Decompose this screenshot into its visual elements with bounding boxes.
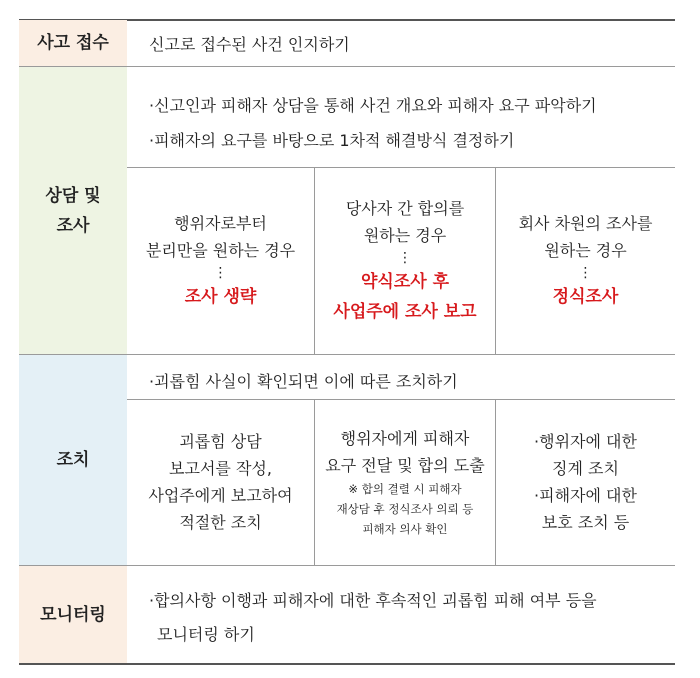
case-result-line1: 약식조사 후	[360, 271, 450, 292]
action-text-line: 징계 조치	[552, 459, 619, 478]
action-note-line: 재상담 후 정식조사 의뢰 등	[336, 502, 474, 516]
row-body-monitoring	[127, 566, 675, 663]
action-bullet: ·괴롭힘 사실이 확인되면 이에 따른 조치하기	[149, 372, 458, 391]
action-text-line: 사업주에게 보고하여	[148, 486, 293, 505]
divider	[495, 399, 496, 565]
consult-bullet-2: ·피해자의 요구를 바탕으로 1차적 해결방식 결정하기	[149, 131, 515, 150]
case-condition-line2: 원하는 경우	[363, 225, 447, 245]
vertical-ellipsis-icon: ⋮	[213, 264, 228, 281]
row-header-consult-line2: 조사	[56, 215, 90, 236]
row-action	[19, 355, 675, 565]
row-header-consult	[19, 67, 127, 354]
row-header-action	[19, 355, 127, 565]
case-condition-line1: 회사 차원의 조사를	[518, 213, 653, 233]
divider	[314, 167, 315, 354]
intake-text: 신고로 접수된 사건 인지하기	[149, 35, 350, 54]
consult-case-agreement	[315, 167, 495, 354]
row-body-action	[127, 355, 675, 565]
action-text-line: 행위자에게 피해자	[340, 429, 470, 448]
divider	[314, 399, 315, 565]
divider	[495, 167, 496, 354]
action-text-line: 괴롭힘 상담	[179, 432, 262, 451]
row-header-monitoring	[19, 566, 127, 663]
consult-bullet-1: ·신고인과 피해자 상담을 통해 사건 개요와 피해자 요구 파악하기	[149, 96, 597, 115]
row-header-monitoring-label: 모니터링	[40, 604, 106, 625]
row-body-intake	[127, 20, 675, 66]
consult-case-formal	[496, 167, 675, 354]
case-condition-line1: 행위자로부터	[174, 213, 267, 233]
table-bottom-rule	[19, 663, 675, 665]
action-col-agreement	[315, 399, 495, 565]
case-result: 정식조사	[552, 286, 619, 307]
case-result: 조사 생략	[184, 286, 257, 307]
case-condition-line2: 분리만을 원하는 경우	[145, 240, 296, 260]
vertical-ellipsis-icon: ⋮	[578, 264, 593, 281]
action-note-line: 피해자 의사 확인	[362, 522, 448, 536]
case-condition-line1: 당사자 간 합의를	[345, 198, 465, 218]
action-col-report	[127, 399, 314, 565]
row-header-intake	[19, 20, 127, 66]
row-monitoring	[19, 566, 675, 663]
monitoring-line-2: 모니터링 하기	[157, 625, 255, 644]
row-header-intake-label: 사고 접수	[37, 33, 109, 53]
case-condition-line2: 원하는 경우	[544, 240, 627, 260]
vertical-ellipsis-icon: ⋮	[398, 249, 412, 266]
action-text-line: ·피해자에 대한	[534, 486, 637, 505]
row-header-action-label: 조치	[56, 450, 90, 470]
action-text-line: 요구 전달 및 합의 도출	[325, 456, 485, 475]
monitoring-line-1: ·합의사항 이행과 피해자에 대한 후속적인 괴롭힘 피해 여부 등을	[149, 591, 597, 610]
row-intake	[19, 20, 675, 66]
action-text-line: ·행위자에 대한	[534, 432, 637, 451]
case-result-line2: 사업주에 조사 보고	[333, 301, 477, 322]
action-text-line: 보호 조치 등	[541, 513, 630, 532]
row-body-consult	[127, 67, 675, 354]
consult-case-separation	[127, 167, 314, 354]
action-col-discipline	[496, 399, 675, 565]
divider	[127, 167, 675, 168]
row-consult	[19, 67, 675, 354]
action-text-line: 보고서를 작성,	[169, 459, 272, 478]
action-note-line: ※ 합의 결렬 시 피해자	[348, 482, 462, 496]
action-text-line: 적절한 조치	[179, 513, 262, 532]
divider	[127, 399, 675, 400]
row-header-consult-line1: 상담 및	[45, 185, 101, 206]
